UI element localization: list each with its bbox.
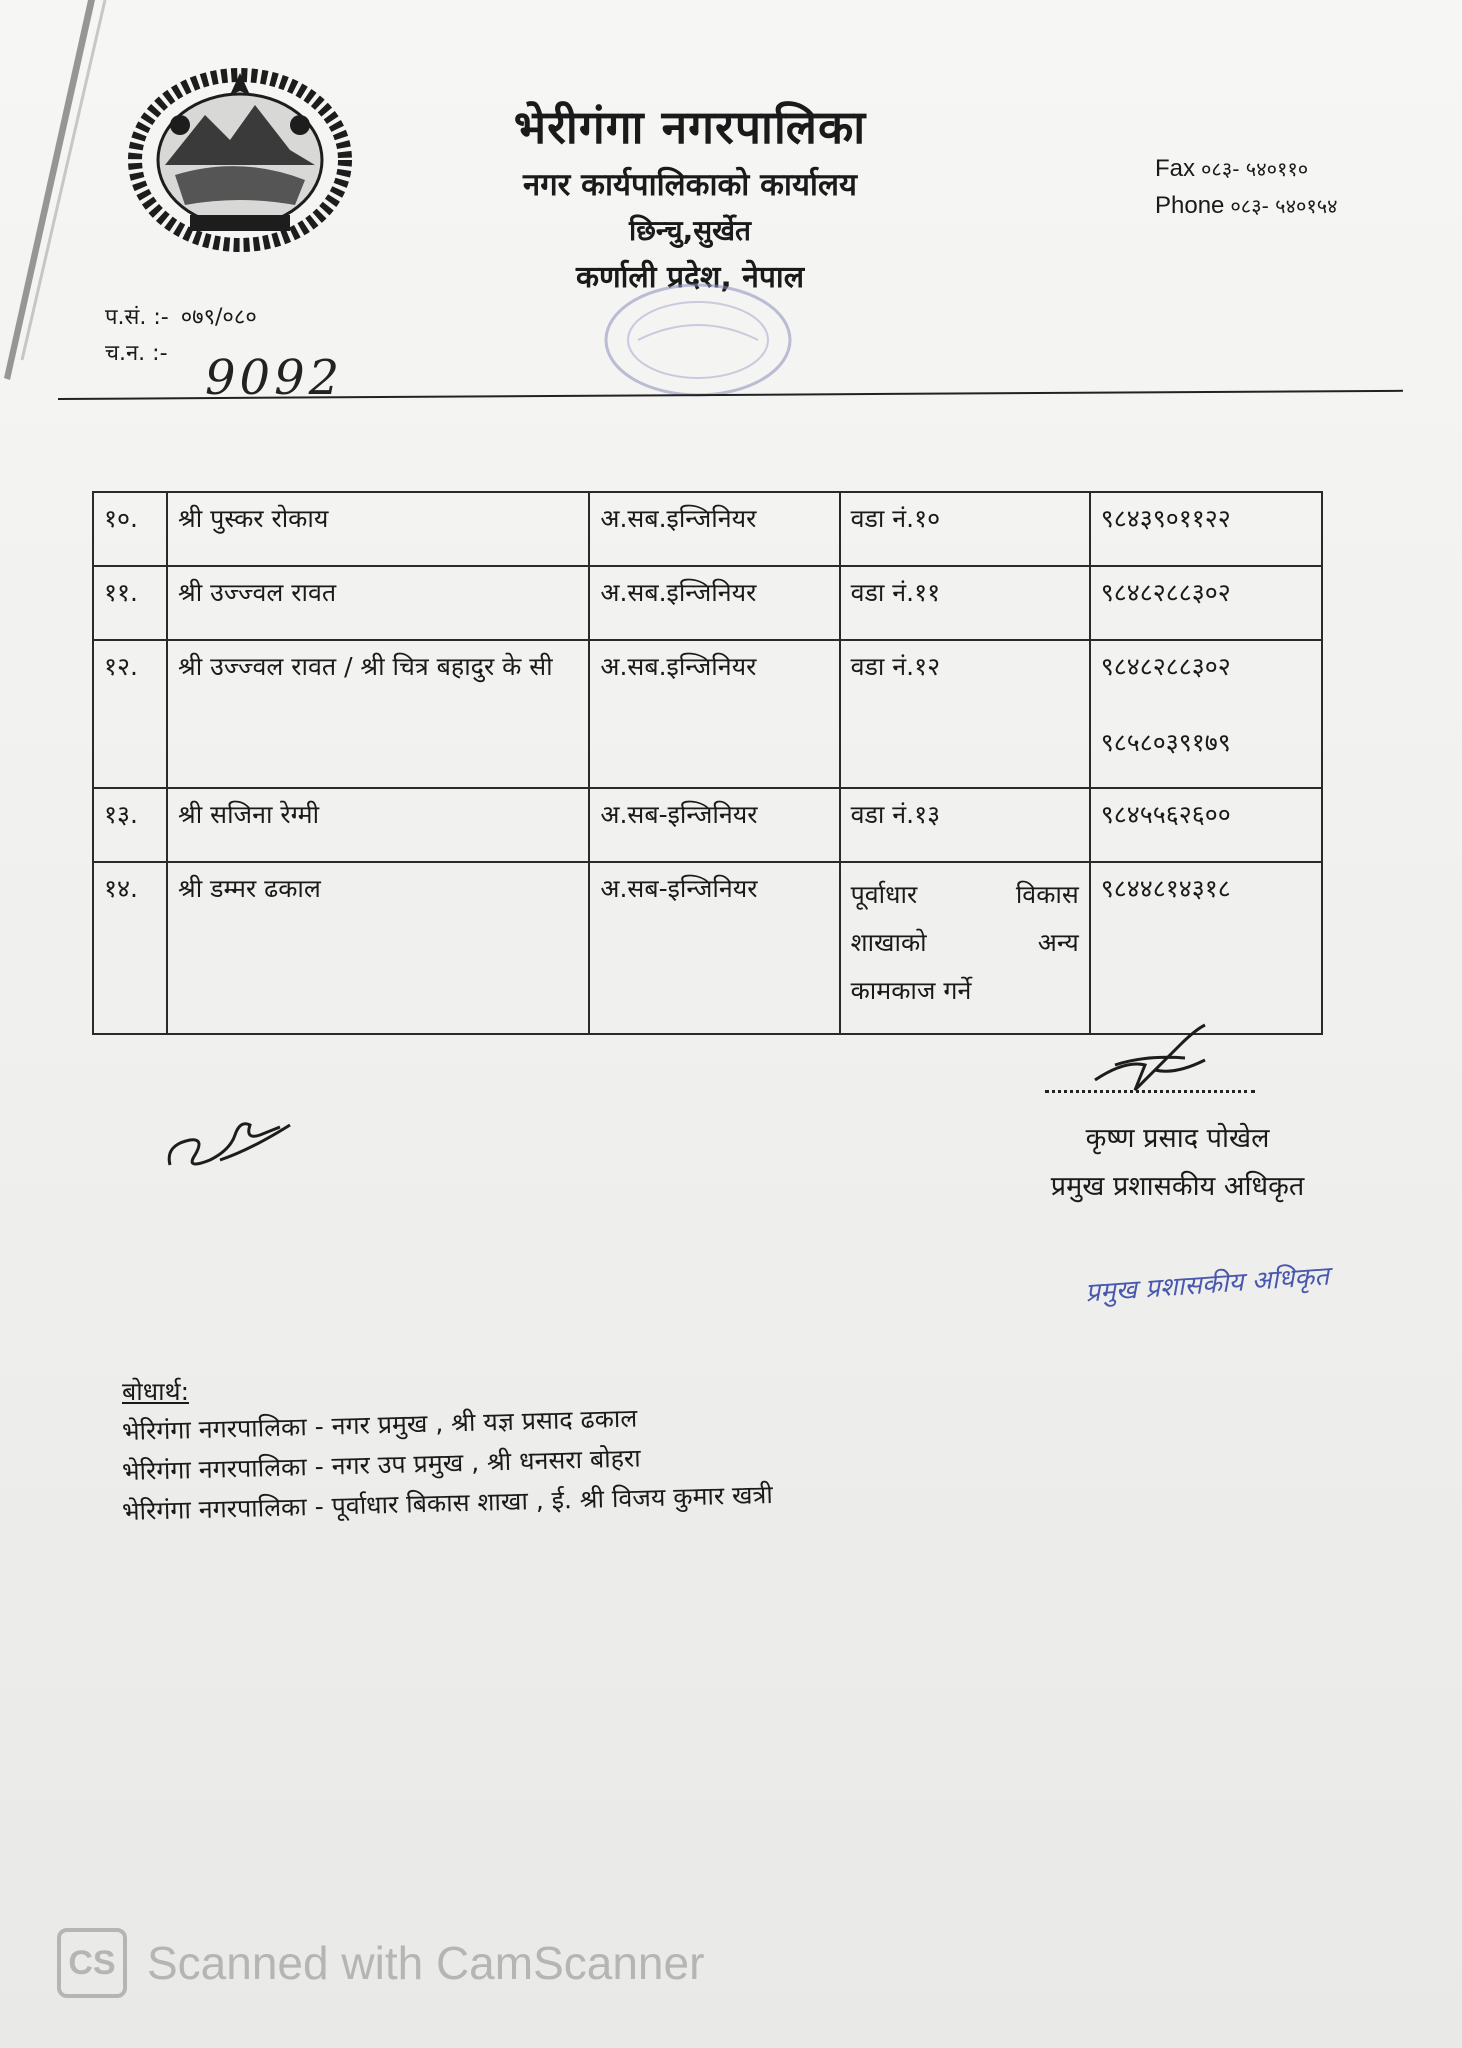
table-row [93, 492, 1322, 566]
phone-cell: ९८४४८१४३१८ [1090, 862, 1322, 1034]
name-cell: श्री सजिना रेग्मी [167, 788, 589, 862]
signatory-name: कृष्ण प्रसाद पोखेल [1085, 1123, 1270, 1154]
office-location: छिन्चु,सुर्खेत [629, 214, 751, 247]
name-cell: श्री डम्मर ढकाल [167, 862, 589, 1034]
initial-signature-icon [160, 1105, 300, 1185]
camscanner-watermark [57, 1928, 704, 1998]
serial-cell: १४. [93, 862, 167, 1034]
ps-label: प.सं. :- [105, 305, 169, 330]
name-cell: श्री पुस्कर रोकाय [167, 492, 589, 566]
duty-line: कामकाज गर्ने [850, 976, 972, 1005]
duty-cell [840, 862, 1090, 1034]
phone-cell: ९८४५५६२६०० [1090, 788, 1322, 862]
signature-line [1045, 1090, 1255, 1093]
copy-to-line: भेरिगंगा नगरपालिका - पूर्वाधार बिकास शाखा , ई. श्री विजय कुमार खत्री [121, 1479, 774, 1526]
serial-cell: १२. [93, 640, 167, 788]
serial-cell: १३. [93, 788, 167, 862]
table-row [93, 788, 1322, 862]
table-row [93, 640, 1322, 788]
fax-line [1155, 150, 1338, 187]
copy-to-heading: बोधार्थ: [122, 1377, 189, 1406]
post-cell: अ.सब.इन्जिनियर [589, 640, 839, 788]
signatory-block [1020, 1115, 1335, 1211]
fax-label: Fax [1155, 155, 1196, 182]
ward-cell: वडा नं.१२ [840, 640, 1090, 788]
nepal-emblem-icon [120, 55, 360, 255]
watermark-text: Scanned with CamScanner [147, 1937, 705, 1989]
name-cell: श्री उज्ज्वल रावत [167, 566, 589, 640]
copy-to-line: भेरिगंगा नगरपालिका - नगर उप प्रमुख , श्री धनसरा बोहरा [121, 1443, 641, 1486]
camscanner-logo-icon: CS [57, 1928, 127, 1998]
name-cell: श्री उज्ज्वल रावत / श्री चित्र बहादुर के सी [167, 640, 589, 788]
faded-office-stamp-icon [598, 270, 798, 410]
ward-cell: वडा नं.१३ [840, 788, 1090, 862]
phone-cell: ९८४८२८८३०२ [1090, 566, 1322, 640]
ps-line [105, 300, 257, 336]
designation-stamp: प्रमुख प्रशासकीय अधिकृत [1084, 1261, 1330, 1309]
fax-number: ०८३- ५४०११० [1201, 157, 1309, 181]
post-cell: अ.सब-इन्जिनियर [589, 788, 839, 862]
phone-secondary: ९८५८०३९१७९ [1100, 728, 1231, 757]
post-cell: अ.सब.इन्जिनियर [589, 492, 839, 566]
serial-cell: ११. [93, 566, 167, 640]
post-cell: अ.सब.इन्जिनियर [589, 566, 839, 640]
phone-label: Phone [1155, 192, 1225, 219]
dispatch-number-handwritten: 9092 [205, 350, 344, 406]
duty-line: पूर्वाधार विकास [850, 880, 1079, 909]
contact-block [1155, 150, 1338, 224]
phone-number: ०८३- ५४०१५४ [1230, 194, 1338, 218]
copy-to-block [122, 1372, 773, 1532]
signatory-title: प्रमुख प्रशासकीय अधिकृत [1050, 1171, 1305, 1202]
page-edge-shadow [0, 0, 120, 420]
ps-value: ०७९/०८० [180, 305, 257, 330]
phone-cell [1090, 640, 1322, 788]
cn-label: च.न. :- [105, 341, 168, 366]
phone-primary: ९८४८२८८३०२ [1100, 652, 1231, 681]
table-row [93, 862, 1322, 1034]
engineer-assignment-table [92, 491, 1323, 1035]
municipality-title: भेरीगंगा नगरपालिका [513, 100, 867, 154]
phone-cell: ९८४३९०११२२ [1090, 492, 1322, 566]
ward-cell: वडा नं.११ [840, 566, 1090, 640]
table-row [93, 566, 1322, 640]
post-cell: अ.सब-इन्जिनियर [589, 862, 839, 1034]
ward-cell: वडा नं.१० [840, 492, 1090, 566]
officer-signature-icon [1085, 1020, 1225, 1100]
copy-to-line: भेरिगंगा नगरपालिका - नगर प्रमुख , श्री यज्ञ प्रसाद ढकाल [121, 1403, 638, 1446]
serial-cell: १०. [93, 492, 167, 566]
letterhead [440, 95, 940, 296]
office-name: नगर कार्यपालिकाको कार्यालय [523, 167, 857, 203]
duty-line: शाखाको अन्य [850, 928, 1079, 957]
phone-line [1155, 187, 1338, 224]
province-country: कर्णाली प्रदेश, नेपाल [575, 260, 805, 295]
